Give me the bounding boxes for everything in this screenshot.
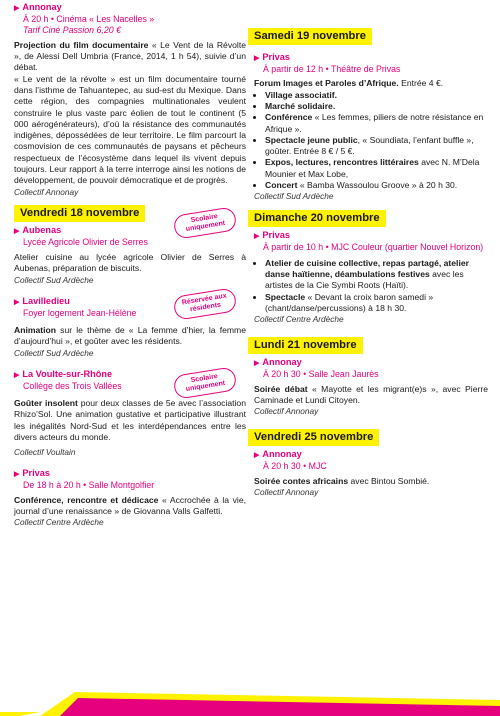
- place-heading: ▶ Lavilledieu: [14, 295, 70, 306]
- event-title: Conférence, rencontre et dédicace: [14, 494, 159, 505]
- venue: Collège des Trois Vallées: [23, 380, 122, 391]
- triangle-icon: ▶: [254, 233, 260, 241]
- time-venue: À partir de 10 h • MJC Couleur (quartier Nouvel Horizon): [263, 242, 484, 253]
- collectif: Collectif Annonay: [14, 186, 79, 197]
- stamp: Scolaire uniquement: [173, 366, 238, 399]
- event-text: pour deux classes de 5e avec l’association Rhizo’Sol. Une animation gustative et participative illustrant les inégalités Nord-Sud et les interdépendances entre les divers acteurs du monde.: [14, 398, 246, 442]
- left-column: [14, 0, 246, 528]
- decorative-stripes: [0, 676, 500, 716]
- collectif: Collectif Annonay: [254, 486, 319, 497]
- event-text: « Accrochée à la vie, journal d’une renaissance » de Giovanna Valls Galfetti.: [14, 494, 247, 516]
- event-intro: [254, 78, 488, 89]
- activity-text: avec les artistes de la Cie Symbi Roots (Haïti).: [265, 269, 464, 291]
- activity-item: [265, 157, 488, 180]
- event-text: Atelier cuisine au lycée agricole Olivier de Serres à Aubenas, préparation de biscuits.: [14, 252, 246, 274]
- event-title: Soirée contes africains: [254, 475, 349, 486]
- event-block: [14, 292, 246, 359]
- event-title: Goûter insolent: [14, 398, 78, 409]
- event-title: Soirée débat: [254, 383, 308, 394]
- activity-list: [254, 258, 488, 314]
- collectif: Collectif Voultain: [14, 447, 76, 458]
- event-description: [14, 495, 246, 518]
- activity-item: [265, 292, 488, 315]
- event-text: avec Bintou Sombié.: [348, 475, 430, 486]
- event-block: [254, 357, 488, 417]
- event-description: [254, 384, 488, 407]
- activity-text: « Les femmes, piliers de notre résistance en Afrique ».: [265, 112, 484, 134]
- triangle-icon: ▶: [14, 471, 20, 479]
- yellow-corner: [0, 712, 40, 716]
- header-wrap: [248, 0, 488, 42]
- place-heading: ▶ Privas: [14, 468, 50, 479]
- place-heading: ▶ Annonay: [254, 357, 302, 368]
- event-text: « Mayotte et les migrant(e)s », avec Pierre Caminade et Lundi Citoyen.: [254, 383, 488, 405]
- event-block: [254, 230, 488, 325]
- event-description: [254, 476, 488, 487]
- triangle-icon: ▶: [14, 5, 20, 12]
- collectif: Collectif Sud Ardèche: [254, 191, 334, 202]
- activity-text: avec N. M’Dela Mounier et Max Lobe,: [265, 157, 480, 179]
- activity-title: Spectacle jeune public: [265, 134, 358, 145]
- date-header: Dimanche 20 novembre: [248, 210, 386, 227]
- time-venue: À partir de 12 h • Théâtre de Privas: [263, 64, 401, 74]
- activity-title: Expos, lectures, rencontres littéraires: [265, 157, 419, 168]
- event-block: [14, 369, 246, 459]
- event-text: sur le thème de « La femme d’hier, la femme d’aujourd’hui », et goûter avec les résidents.: [14, 325, 246, 347]
- event-block: [14, 468, 246, 528]
- tarif: Tarif Ciné Passion 6,20 €: [23, 25, 121, 36]
- collectif: Collectif Sud Ardèche: [14, 274, 94, 285]
- time-venue: À 20 h 30 • Salle Jean Jaurès: [263, 369, 379, 380]
- triangle-icon: ▶: [14, 298, 20, 306]
- event-text: Entrée 4 €.: [398, 78, 444, 89]
- venue: Lycée Agricole Olivier de Serres: [23, 236, 148, 247]
- date-header: Samedi 19 novembre: [248, 28, 372, 45]
- activity-title: Village associatif.: [265, 89, 337, 100]
- activity-list: [254, 90, 488, 192]
- collectif: Collectif Centre Ardèche: [254, 314, 344, 325]
- activity-title: Conférence: [265, 112, 313, 123]
- event-title: Projection du film documentaire: [14, 39, 149, 50]
- event-title: Forum Images et Paroles d’Afrique.: [254, 78, 399, 89]
- time-venue: À 20 h 30 • MJC: [263, 461, 327, 472]
- place-heading: ▶ Aubenas: [14, 224, 62, 235]
- event-text: « Le Vent de la Révolte », de Alessi Dell Umbria (France, 2014, 1 h 54), suivie d’un débat.: [14, 39, 246, 73]
- activity-text: « Bamba Wassoulou Groove » à 20 h 30.: [297, 180, 458, 191]
- activity-title: Spectacle: [265, 291, 306, 302]
- time-venue: De 18 h à 20 h • Salle Montgolfier: [23, 480, 155, 491]
- place-heading: ▶ Privas: [254, 52, 290, 62]
- venue: Foyer logement Jean-Hélène: [23, 307, 137, 318]
- activity-title: Marché solidaire.: [265, 101, 336, 111]
- activity-item: [265, 258, 488, 292]
- event-paragraph: « Le vent de la révolte » est un film documentaire tourné dans l’isthme de Tahuantepec, au sud-est du Mexique. Dans cette région, des compagnies multinationales veulent construire le plus vaste parc éolien de tout le continent (5 000 aérogénérateurs), d’où la résistance des communautés indigènes, dépossédées de leur territoire. Le film parcourt la cosmovision de ces communautés de paysans et pêcheurs respectueux de l’écosystème dans lequel ils vivent depuis toujours. Leur rapport à la terre interroge ainsi les notions de développement, de pouvoir démocratique et de progrès.: [14, 73, 246, 186]
- collectif: Collectif Sud Ardèche: [14, 347, 94, 358]
- stamp: Scolaire uniquement: [173, 206, 238, 239]
- triangle-icon: ▶: [254, 360, 260, 368]
- activity-text: « Devant la croix baron samedi » (chant/danse/percussions) à 18 h 30.: [265, 291, 434, 313]
- activity-item: [265, 135, 488, 158]
- activity-title: Atelier de cuisine collective, repas partagé, atelier danse haïtienne, déambulations festives: [265, 257, 469, 280]
- activity-item: [265, 101, 488, 112]
- date-header: Vendredi 25 novembre: [248, 429, 379, 446]
- collectif: Collectif Annonay: [254, 406, 319, 417]
- place-heading: ▶ La Voulte-sur-Rhône: [14, 368, 113, 379]
- event-block: [254, 52, 488, 202]
- event-description: [14, 325, 246, 348]
- place-heading: ▶ Privas: [254, 230, 290, 241]
- activity-item: [265, 90, 488, 101]
- triangle-icon: ▶: [254, 452, 260, 460]
- event-description: [14, 398, 246, 443]
- right-column: [254, 0, 488, 498]
- activity-item: [265, 180, 488, 191]
- event-description: [14, 40, 246, 74]
- date-header: Vendredi 18 novembre: [14, 205, 145, 222]
- triangle-icon: ▶: [14, 227, 20, 235]
- place-heading: ▶ Annonay: [254, 449, 302, 460]
- event-title: Animation: [14, 325, 57, 336]
- triangle-icon: ▶: [14, 371, 20, 379]
- date-header: Lundi 21 novembre: [248, 337, 363, 354]
- activity-item: [265, 112, 488, 135]
- stamp: Réservée aux résidents: [173, 287, 238, 320]
- place-heading: ▶ Annonay: [14, 2, 62, 12]
- activity-title: Concert: [265, 180, 298, 191]
- time-venue: À 20 h • Cinéma « Les Nacelles »: [23, 14, 155, 24]
- event-block: [254, 449, 488, 498]
- collectif: Collectif Centre Ardèche: [14, 517, 104, 528]
- activity-text: , « Soundiata, l’enfant buffle », goûter. Entrée 8 € / 5 €.: [265, 134, 474, 157]
- triangle-icon: ▶: [254, 55, 260, 62]
